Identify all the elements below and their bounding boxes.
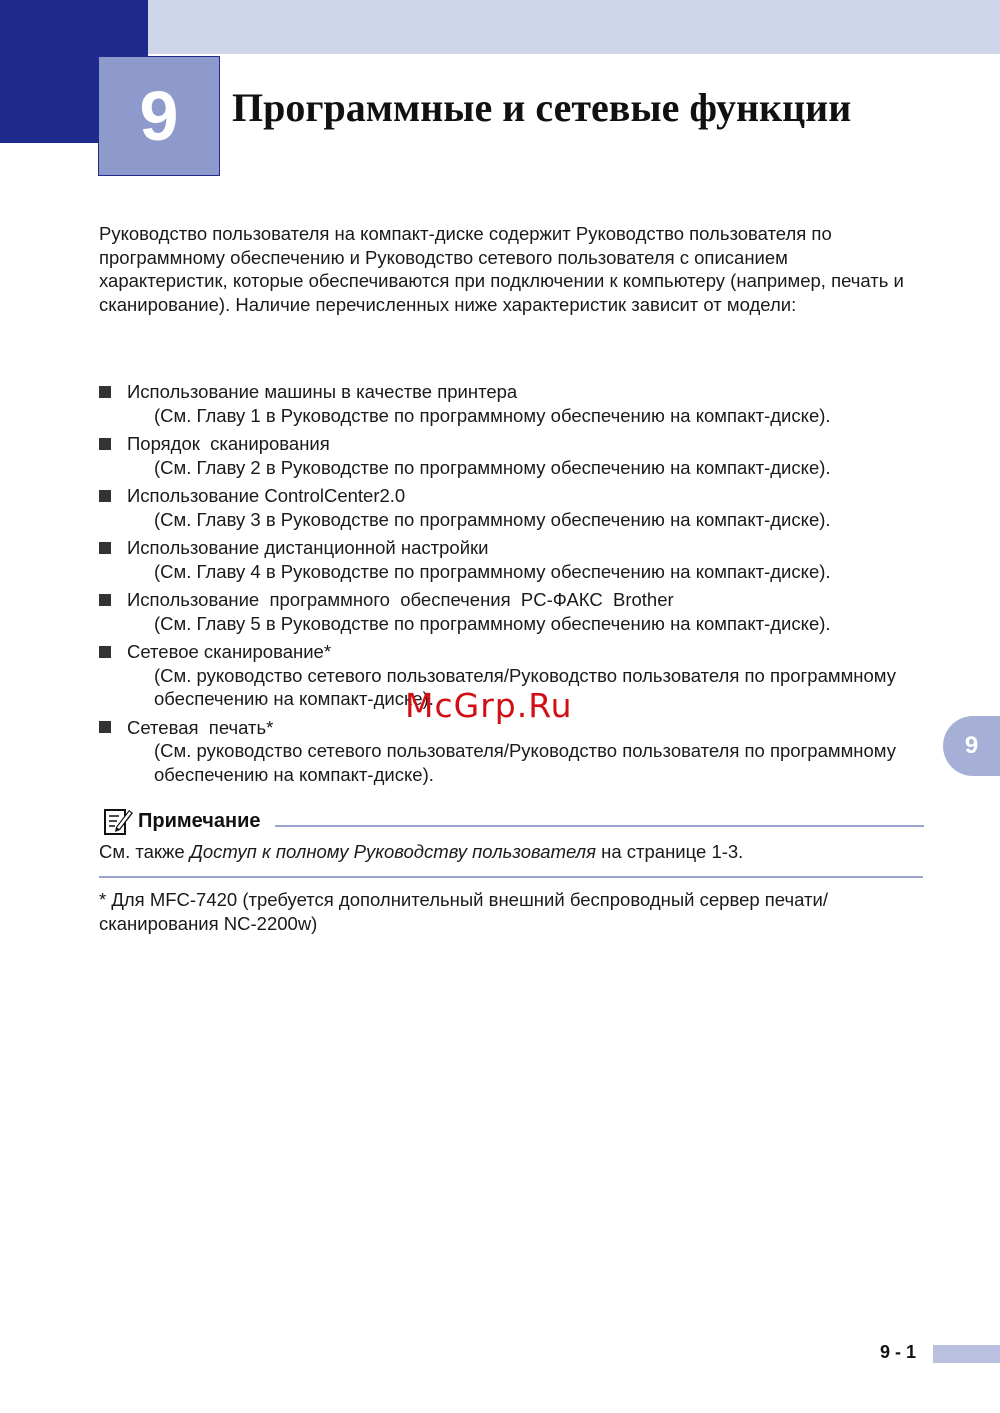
feature-reference: (См. руководство сетевого пользователя/Руководство пользователя по программному обеспечению на компакт-диске). — [154, 664, 896, 709]
note-divider — [275, 825, 924, 827]
chapter-side-tab: 9 — [943, 716, 1000, 776]
list-item — [99, 484, 929, 531]
chapter-number-box: 9 — [98, 56, 220, 176]
square-bullet-icon — [99, 386, 111, 398]
feature-title: Использование машины в качестве принтера — [127, 381, 518, 402]
feature-title: Сетевая печать* — [127, 716, 274, 738]
list-item — [99, 536, 929, 583]
feature-title: Использование ControlCenter2.0 — [127, 485, 406, 506]
header-band-light — [148, 0, 1000, 54]
feature-list — [99, 380, 929, 791]
list-item — [99, 432, 929, 479]
square-bullet-icon — [99, 542, 111, 554]
note-bottom-divider — [99, 876, 923, 878]
footnote: * Для MFC-7420 (требуется дополнительный внешний беспроводный сервер печати/сканирования NC-2200w) — [99, 889, 828, 934]
square-bullet-icon — [99, 646, 111, 658]
list-item — [99, 380, 929, 427]
note-prefix: См. также — [99, 841, 190, 862]
feature-reference: (См. Главу 4 в Руководстве по программному обеспечению на компакт-диске). — [154, 560, 831, 582]
square-bullet-icon — [99, 490, 111, 502]
list-item — [99, 716, 929, 787]
feature-reference: (См. Главу 5 в Руководстве по программному обеспечению на компакт-диске). — [154, 612, 831, 634]
feature-reference: (См. Главу 3 в Руководстве по программному обеспечению на компакт-диске). — [154, 508, 831, 530]
feature-reference: (См. Главу 1 в Руководстве по программному обеспечению на компакт-диске). — [154, 404, 831, 426]
feature-title: Сетевое сканирование* — [127, 641, 332, 662]
note-header — [102, 804, 924, 838]
feature-title: Использование дистанционной настройки — [127, 537, 489, 558]
feature-title: Порядок сканирования — [127, 433, 330, 454]
feature-reference: (См. Главу 2 в Руководстве по программному обеспечению на компакт-диске). — [154, 456, 831, 478]
watermark: McGrp.Ru — [405, 686, 573, 725]
square-bullet-icon — [99, 438, 111, 450]
note-suffix: на странице 1-3. — [595, 841, 744, 862]
note-text — [99, 840, 743, 864]
note-link[interactable]: Доступ к полному Руководству пользователя — [189, 841, 596, 862]
square-bullet-icon — [99, 594, 111, 606]
feature-title: Использование программного обеспечения PC-ФАКС Brother — [127, 589, 674, 610]
note-pencil-icon — [102, 805, 134, 837]
chapter-title: Программные и сетевые функции — [232, 85, 852, 130]
feature-reference: (См. руководство сетевого пользователя/Руководство пользователя по программному обеспечению на компакт-диске). — [154, 740, 896, 785]
page-number-bar — [933, 1345, 1000, 1363]
square-bullet-icon — [99, 721, 111, 733]
intro-paragraph: Руководство пользователя на компакт-диске содержит Руководство пользователя по программному обеспечению и Руководство сетевого пользователя с описанием характеристик, которые обеспечиваются при подключении к компьютеру (например, печать и сканирование). Наличие перечисленных ниже характеристик зависит от модели: — [99, 223, 904, 315]
list-item — [99, 588, 929, 635]
note-title: Примечание — [138, 809, 261, 832]
page-number: 9 - 1 — [880, 1342, 917, 1362]
